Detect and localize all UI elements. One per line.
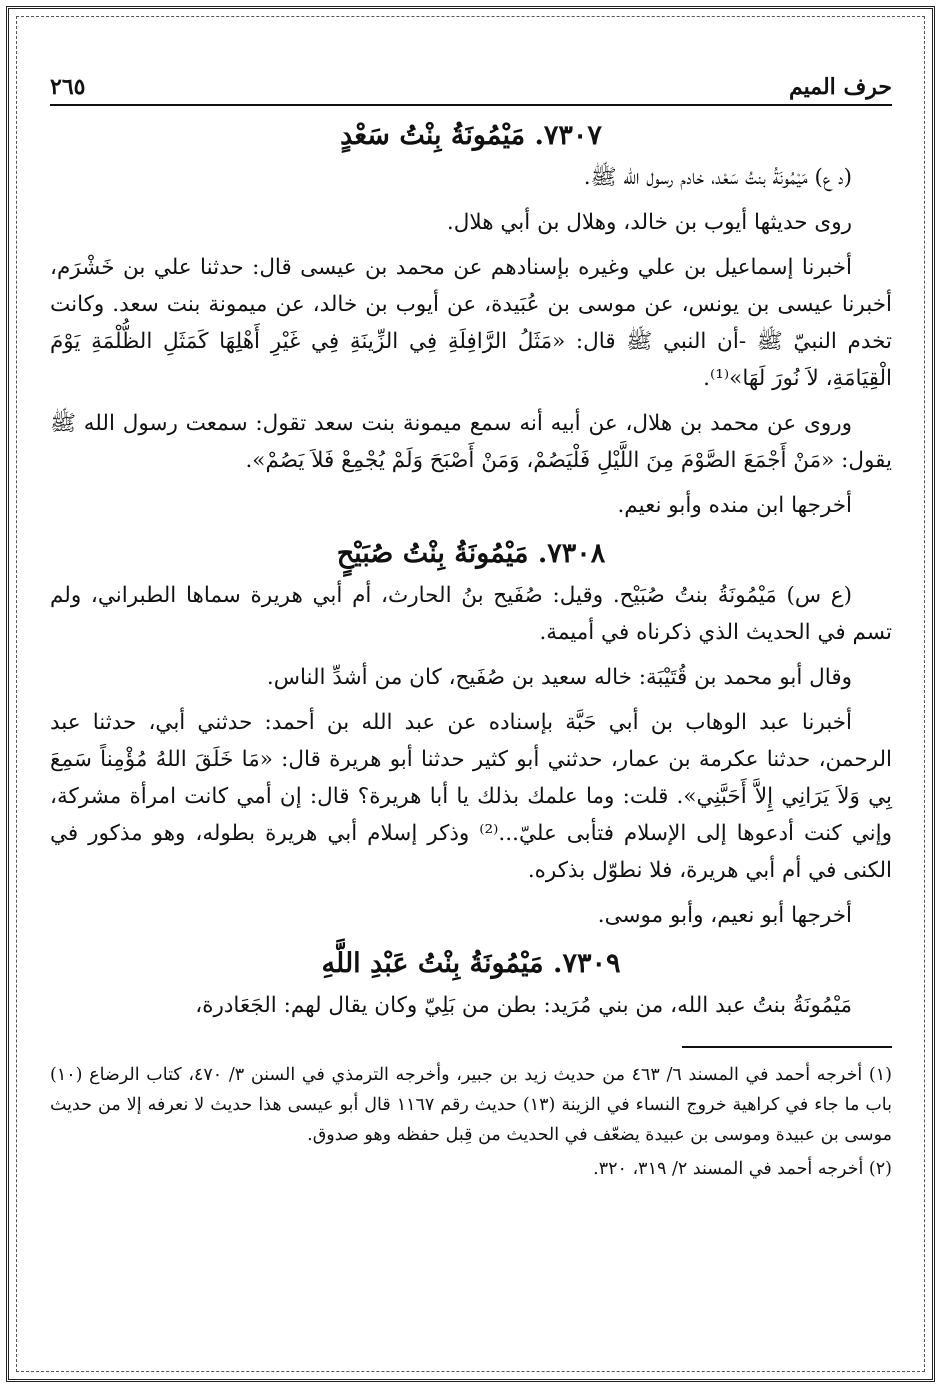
- paragraph: وروى عن محمد بن هلال، عن أبيه أنه سمع ميمونة بنت سعد تقول: سمعت رسول الله ﷺ يقول: «مَنْ أَجْمَعَ الصَّوْمَ مِنَ اللَّيْلِ فَلْيَصُمْ، وَمَنْ أَصْبَحَ وَلَمْ يُجْمِعْ فَلاَ يَصُمْ».: [50, 411, 892, 473]
- paragraph: أخرجها ابن منده وأبو نعيم.: [617, 493, 852, 518]
- paragraph: روى حديثها أيوب بن خالد، وهلال بن أبي هلال.: [446, 210, 852, 235]
- paragraph: (ع س) مَيْمُونَةُ بنتُ صُبَيْح. وقيل: صُفَيح بنُ الحارث، أم أبي هريرة سماها الطبراني، ولم تسم في الحديث الذي ذكرناه في أميمة.: [50, 583, 892, 645]
- footnote-2: (٢) أخرجه أحمد في المسند ٢/ ٣١٩، ٣٢٠.: [593, 1159, 892, 1179]
- entry-title: ٧٣٠٩. مَيْمُونَةُ بِنْتُ عَبْدِ اللَّهِ: [321, 948, 621, 979]
- footnote-1: (١) أخرجه أحمد في المسند ٦/ ٤٦٣ من حديث زيد بن جبير، وأخرجه الترمذي في السنن ٣/ ٤٧٠، كتاب الرضاع (١٠) باب ما جاء في كراهية خروج النساء في الزينة (١٣) حديث رقم ١١٦٧ قال أبو عيسى هذا حديث لا نعرفه إلا من حديث موسى بن عبيدة وموسى بن عبيدة يضعّف في الحديث من قِبل حفظه وهو صدوق.: [50, 1065, 892, 1145]
- paragraph: أخبرنا عبد الوهاب بن أبي حَبَّة بإسناده عن عبد الله بن أحمد: حدثني أبي، حدثنا عبد الرحمن، حدثنا عكرمة بن عمار، حدثني أبو كثير حدثنا أبو هريرة قال: «مَا خَلَقَ اللهُ مُؤْمِناً سَمِعَ بِي وَلاَ يَرَانِي إِلاَّ أَحَبَّنِي». قلت: وما علمك بذلك يا أبا هريرة؟ قال: إن أمي كانت امرأة مشركة، وإني كنت أدعوها إلى الإسلام فتأبى عليّ...⁽²⁾ وذكر إسلام أبي هريرة بطوله، وهو مذكور في الكنى في أم أبي هريرة، فلا نطوّل بذكره.: [50, 710, 893, 883]
- entry-title: ٧٣٠٨. مَيْمُونَةُ بِنْتُ صُبَيْحٍ: [336, 538, 606, 569]
- book-page: [50, 66, 892, 1356]
- footnotes: [50, 1060, 892, 1184]
- paragraph: (د ع) مَيْمُونَةُ بنتُ سَعْد، خادم رسول الله ﷺ.: [583, 165, 852, 190]
- entry-7308: [50, 538, 892, 934]
- running-header: [50, 66, 892, 106]
- entry-7307: [50, 120, 892, 524]
- entry-title: ٧٣٠٧. مَيْمُونَةُ بِنْتُ سَعْدٍ: [340, 120, 602, 151]
- footnote-separator: [682, 1046, 892, 1048]
- chapter-title: حرف الميم: [788, 74, 892, 100]
- paragraph: أخرجها أبو نعيم، وأبو موسى.: [597, 903, 852, 928]
- paragraph: وقال أبو محمد بن قُتَيْبَة: خاله سعيد بن صُفَيح، كان من أشدِّ الناس.: [266, 665, 852, 690]
- paragraph: أخبرنا إسماعيل بن علي وغيره بإسنادهم عن محمد بن عيسى قال: حدثنا علي بن خَشْرَم، أخبرنا عيسى بن يونس، عن موسى بن عُبَيدة، عن أيوب بن خالد، عن ميمونة بنت سعد. وكانت تخدم النبيّ ﷺ -أن النبي ﷺ قال: «مَثَلُ الرَّافِلَةِ فِي الزِّينَةِ فِي غَيْرِ أَهْلِهَا كَمَثَلِ الظُّلْمَةِ يَوْمَ الْقِيَامَةِ، لاَ نُورَ لَهَا»⁽¹⁾.: [50, 255, 892, 391]
- entry-7309: [50, 948, 892, 1024]
- page-number: ٢٦٥: [50, 74, 86, 100]
- paragraph: مَيْمُونَةُ بنتُ عبد الله، من بني مُرَيد: بطن من بَلِيّ وكان يقال لهم: الجَعَادرة،: [195, 993, 852, 1018]
